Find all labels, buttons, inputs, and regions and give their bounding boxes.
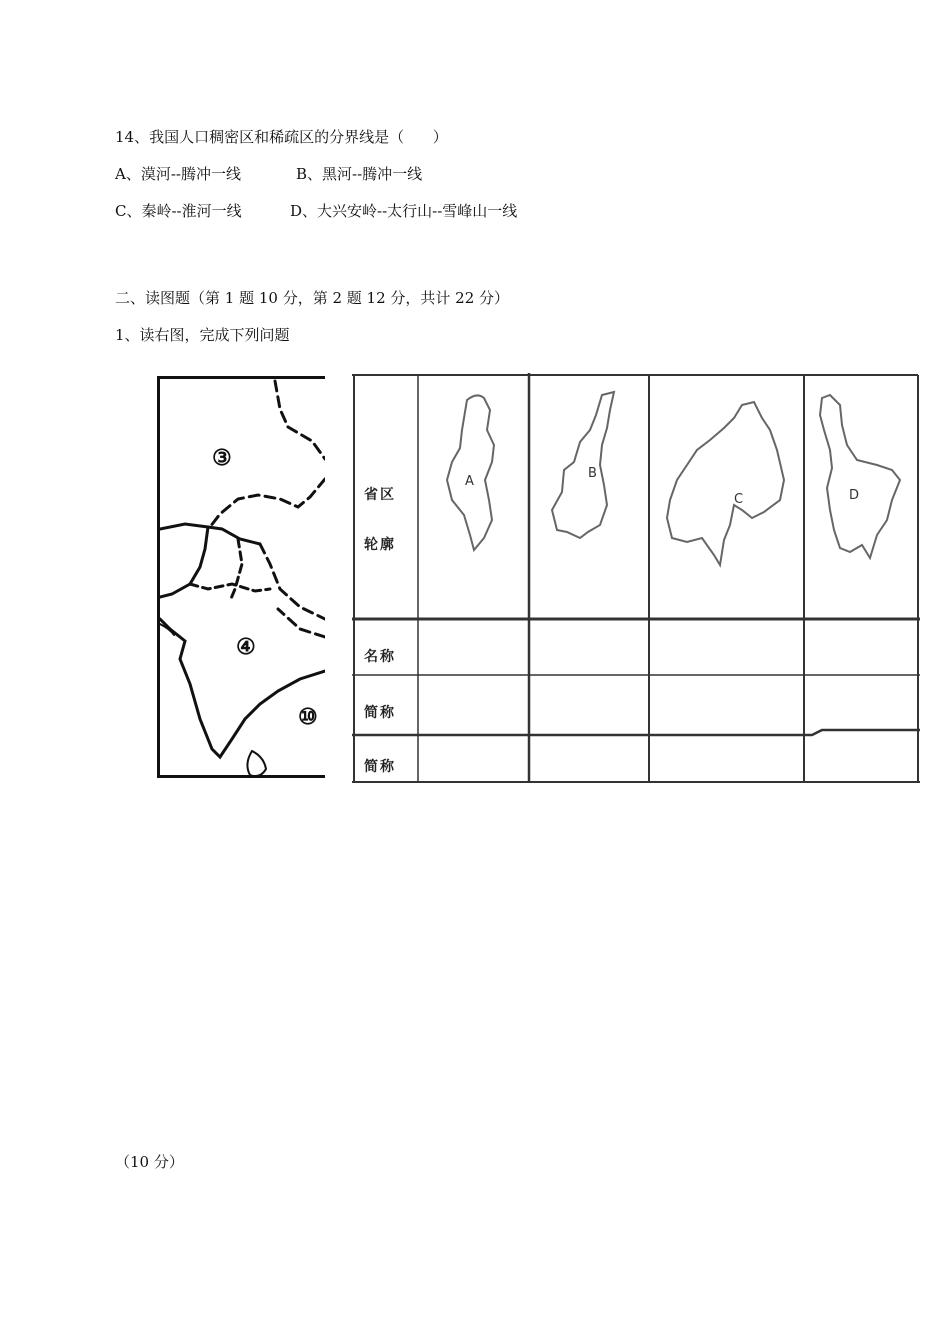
option-d: D、大兴安岭--太行山--雪峰山一线 <box>290 202 518 220</box>
shape-label-c: C <box>734 492 744 507</box>
province-shape-d <box>820 395 900 558</box>
option-c: C、秦岭--淮河一线 <box>115 202 242 220</box>
province-shape-a <box>447 395 494 550</box>
score-note: （10 分） <box>115 1153 184 1171</box>
province-shape-c <box>667 402 784 565</box>
map-label-3: ③ <box>212 445 232 471</box>
map-label-10: ⑩ <box>298 704 318 730</box>
row-header-abbr: 简称 <box>364 705 396 721</box>
question-1-prompt: 1、读右图，完成下列问题 <box>115 326 290 344</box>
shape-label-b: B <box>588 466 597 481</box>
row-header-capital: 简称 <box>364 759 396 775</box>
shape-label-d: D <box>849 488 860 503</box>
question-14-stem: 14、我国人口稠密区和稀疏区的分界线是（ ） <box>115 128 448 146</box>
row-header-name: 名称 <box>364 649 396 665</box>
shape-label-a: A <box>465 474 474 489</box>
province-table-grid <box>352 370 920 786</box>
section-2-heading: 二、读图题（第 1 题 10 分，第 2 题 12 分，共计 22 分） <box>115 289 510 307</box>
map-label-4: ④ <box>236 634 256 660</box>
option-b: B、黑河--腾冲一线 <box>296 165 423 183</box>
province-table <box>352 370 920 786</box>
option-a: A、漠河--腾冲一线 <box>115 165 241 183</box>
map-figure <box>157 376 325 778</box>
province-shape-b <box>552 392 614 538</box>
row-header-outline: 省区轮廓 <box>364 487 396 553</box>
